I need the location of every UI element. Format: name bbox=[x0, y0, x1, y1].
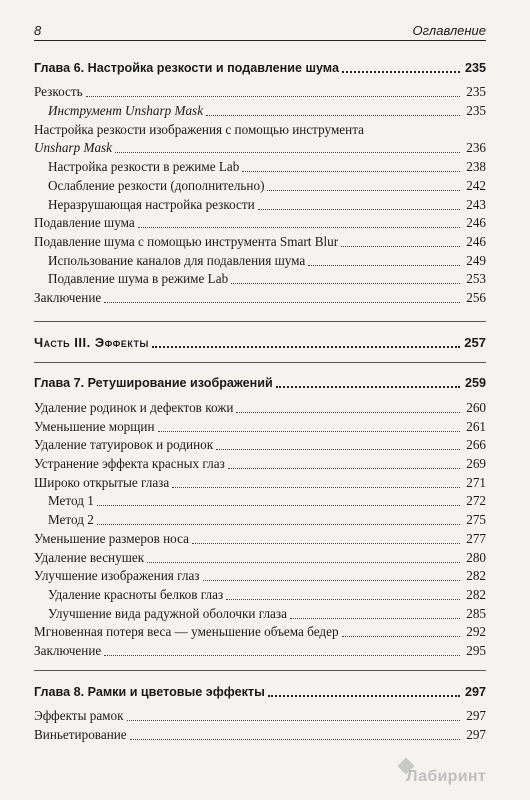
toc-entry bbox=[34, 548, 486, 567]
toc-part-3 bbox=[34, 333, 486, 352]
toc-entry-page: 256 bbox=[466, 289, 486, 305]
toc-entry bbox=[34, 436, 486, 455]
toc-entry-page: 242 bbox=[466, 177, 486, 193]
toc-entry-title: Уменьшение морщин bbox=[34, 418, 155, 434]
toc-entry-title: Устранение эффекта красных глаз bbox=[34, 456, 225, 472]
leader-dots bbox=[268, 694, 460, 697]
toc-entry-page: 249 bbox=[466, 252, 486, 268]
toc-entry-page: 246 bbox=[466, 233, 486, 249]
header-rule bbox=[34, 40, 486, 41]
toc-entry-page: 243 bbox=[466, 196, 486, 212]
toc-entry bbox=[34, 641, 486, 660]
toc-entry-title: Подавление шума bbox=[34, 215, 135, 231]
toc-entry-page: 282 bbox=[466, 568, 486, 584]
leader-dots bbox=[152, 345, 460, 348]
toc-entry-title: Использование каналов для подавления шума bbox=[48, 252, 306, 268]
toc-entry-page: 277 bbox=[466, 530, 486, 546]
toc-entry-title: Подавление шума в режиме Lab bbox=[48, 271, 229, 287]
toc-entry bbox=[34, 232, 486, 251]
toc-entry-title: Метод 1 bbox=[48, 493, 94, 509]
watermark: Лабиринт bbox=[406, 768, 486, 785]
leader-dots bbox=[138, 226, 460, 228]
toc-subentry bbox=[34, 101, 486, 120]
table-of-contents bbox=[34, 58, 486, 744]
toc-entry bbox=[34, 288, 486, 307]
toc-entry-page: 272 bbox=[466, 493, 486, 509]
toc-entry-page: 236 bbox=[466, 140, 486, 156]
toc-entry-title: Неразрушающая настройка резкости bbox=[48, 196, 255, 212]
toc-chapter-7 bbox=[34, 374, 486, 393]
leader-dots bbox=[104, 301, 460, 303]
leader-dots bbox=[342, 70, 460, 73]
toc-entry bbox=[34, 623, 486, 642]
toc-entry bbox=[34, 725, 486, 744]
toc-entry-title: Настройка резкости изображения с помощью инструмента bbox=[34, 121, 364, 137]
toc-entry bbox=[34, 83, 486, 102]
leader-dots bbox=[104, 654, 460, 656]
toc-subentry bbox=[34, 510, 486, 529]
toc-entry-title: Подавление шума с помощью инструмента Smart Blur bbox=[34, 233, 339, 249]
leader-dots bbox=[276, 385, 460, 388]
leader-dots bbox=[342, 635, 460, 637]
leader-dots bbox=[290, 617, 460, 619]
toc-entry-page: 285 bbox=[466, 605, 486, 621]
toc-entry-title: Заключение bbox=[34, 642, 102, 658]
page-header bbox=[34, 18, 486, 38]
leader-dots bbox=[236, 411, 460, 413]
toc-entry-title: Заключение bbox=[34, 289, 102, 305]
toc-entry-title: Улучшение вида радужной оболочки глаза bbox=[48, 605, 287, 621]
toc-entry-page: 253 bbox=[466, 271, 486, 287]
toc-entry-title: Эффекты рамок bbox=[34, 708, 124, 724]
toc-entry-title: Удаление красноты белков глаз bbox=[48, 586, 224, 602]
leader-dots bbox=[147, 561, 460, 563]
toc-entry-title: Улучшение изображения глаз bbox=[34, 568, 200, 584]
toc-entry-title: Глава 7. Ретуширование изображений bbox=[34, 376, 273, 391]
toc-entry-title: Инструмент Unsharp Mask bbox=[48, 103, 204, 119]
toc-entry-page: 235 bbox=[466, 84, 486, 100]
toc-entry-title: Мгновенная потеря веса — уменьшение объема бедер bbox=[34, 624, 339, 640]
toc-entry-title: Удаление родинок и дефектов кожи bbox=[34, 400, 234, 415]
toc-subentry bbox=[34, 604, 486, 623]
leader-dots bbox=[127, 719, 460, 721]
leader-dots bbox=[242, 170, 460, 172]
leader-dots bbox=[228, 467, 460, 469]
toc-entry-page: 259 bbox=[464, 376, 486, 391]
toc-entry-page: 297 bbox=[466, 708, 486, 724]
leader-dots bbox=[341, 245, 460, 247]
leader-dots bbox=[258, 208, 460, 210]
toc-entry-title: Удаление татуировок и родинок bbox=[34, 437, 214, 453]
toc-subentry bbox=[34, 270, 486, 289]
toc-entry-title: Виньетирование bbox=[34, 727, 127, 742]
toc-entry bbox=[34, 214, 486, 233]
leader-dots bbox=[192, 542, 460, 544]
toc-entry-title: Настройка резкости в режиме Lab bbox=[48, 159, 240, 175]
leader-dots bbox=[86, 95, 460, 97]
toc-entry-page: 292 bbox=[466, 624, 486, 640]
toc-entry bbox=[34, 454, 486, 473]
toc-entry-title: Глава 6. Настройка резкости и подавление шума bbox=[34, 60, 339, 75]
toc-entry-title: Метод 2 bbox=[48, 512, 94, 528]
toc-entry-title-cont: Unsharp Mask bbox=[34, 140, 113, 156]
toc-subentry bbox=[34, 251, 486, 270]
toc-chapter-8 bbox=[34, 682, 486, 701]
leader-dots bbox=[226, 598, 460, 600]
leader-dots bbox=[216, 448, 460, 450]
toc-subentry bbox=[34, 176, 486, 195]
toc-entry-title: Часть III. Эффекты bbox=[34, 334, 149, 350]
toc-entry bbox=[34, 567, 486, 586]
leader-dots bbox=[308, 264, 460, 266]
toc-entry-title: Широко открытые глаза bbox=[34, 474, 170, 490]
toc-entry-continued bbox=[34, 139, 486, 158]
toc-entry-page: 235 bbox=[466, 103, 486, 119]
toc-entry-title: Ослабление резкости (дополнительно) bbox=[48, 177, 265, 193]
leader-dots bbox=[115, 151, 460, 153]
toc-entry bbox=[34, 473, 486, 492]
toc-entry bbox=[34, 417, 486, 436]
toc-entry-title: Удаление веснушек bbox=[34, 549, 145, 565]
toc-entry-page: 297 bbox=[464, 684, 486, 699]
toc-entry bbox=[34, 529, 486, 548]
toc-entry-page: 260 bbox=[466, 400, 486, 415]
toc-entry-title: Глава 8. Рамки и цветовые эффекты bbox=[34, 684, 265, 699]
page-number: 8 bbox=[34, 23, 42, 38]
toc-entry bbox=[34, 398, 486, 417]
leader-dots bbox=[158, 430, 460, 432]
toc-entry bbox=[34, 707, 486, 726]
toc-subentry bbox=[34, 195, 486, 214]
leader-dots bbox=[172, 486, 460, 488]
toc-subentry bbox=[34, 492, 486, 511]
toc-entry bbox=[34, 120, 486, 139]
leader-dots bbox=[97, 523, 460, 525]
toc-entry-title: Резкость bbox=[34, 84, 83, 100]
toc-entry-page: 297 bbox=[466, 727, 486, 742]
toc-subentry bbox=[34, 157, 486, 176]
toc-entry-page: 266 bbox=[466, 437, 486, 453]
leader-dots bbox=[130, 738, 460, 740]
leader-dots bbox=[203, 579, 460, 581]
toc-entry-page: 295 bbox=[466, 642, 486, 658]
toc-entry-page: 269 bbox=[466, 456, 486, 472]
toc-entry-title: Уменьшение размеров носа bbox=[34, 530, 189, 546]
leader-dots bbox=[206, 114, 460, 116]
toc-entry-page: 275 bbox=[466, 512, 486, 528]
toc-entry-page: 271 bbox=[466, 474, 486, 490]
leader-dots bbox=[97, 504, 460, 506]
toc-entry-page: 282 bbox=[466, 586, 486, 602]
toc-entry-page: 261 bbox=[466, 418, 486, 434]
toc-subentry bbox=[34, 585, 486, 604]
running-title: Оглавление bbox=[412, 23, 486, 38]
toc-entry-page: 280 bbox=[466, 549, 486, 565]
leader-dots bbox=[231, 282, 460, 284]
toc-entry-page: 246 bbox=[466, 215, 486, 231]
toc-chapter-6 bbox=[34, 58, 486, 77]
toc-entry-page: 257 bbox=[464, 334, 486, 350]
toc-entry-page: 238 bbox=[466, 159, 486, 175]
leader-dots bbox=[267, 189, 460, 191]
toc-entry-page: 235 bbox=[464, 60, 486, 75]
